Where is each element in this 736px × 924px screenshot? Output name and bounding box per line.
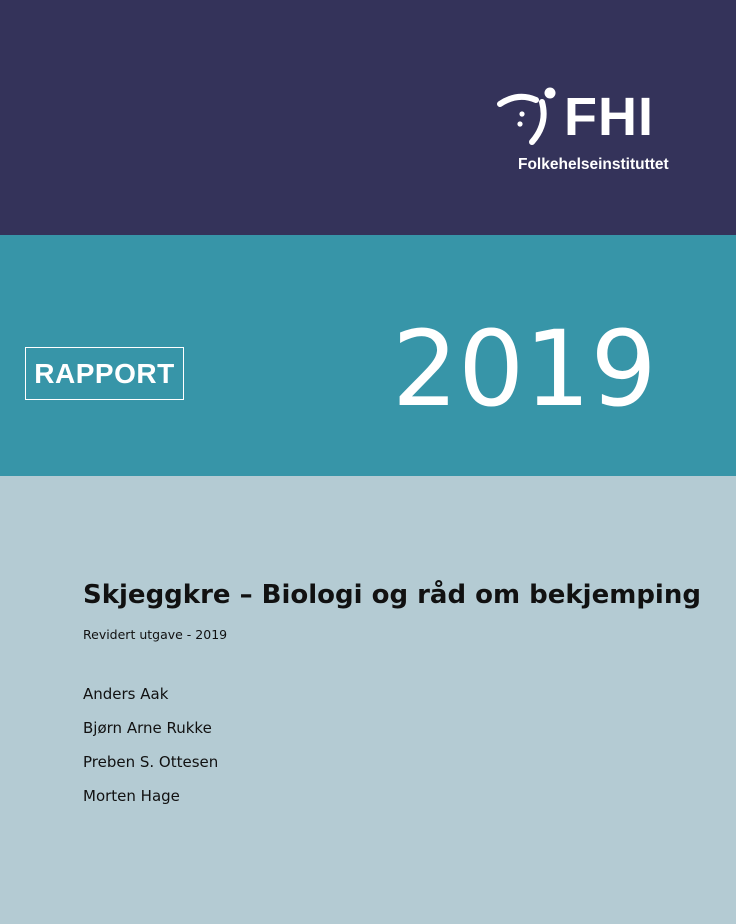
author-name: Anders Aak	[83, 685, 169, 703]
author-name: Bjørn Arne Rukke	[83, 719, 212, 737]
fhi-logo	[496, 84, 686, 180]
author-name: Morten Hage	[83, 787, 180, 805]
author-name: Preben S. Ottesen	[83, 753, 219, 771]
logo-text: FHI	[564, 87, 654, 147]
report-subtitle: Revidert utgave - 2019	[83, 627, 228, 642]
report-label: RAPPORT	[25, 347, 184, 400]
report-year: 2019	[392, 308, 657, 430]
report-title: Skjeggkre – Biologi og råd om bekjemping	[83, 580, 701, 610]
author-list	[83, 684, 218, 820]
logo-subtitle: Folkehelseinstituttet	[518, 156, 669, 173]
fhi-figure-icon	[496, 84, 560, 148]
header-band	[0, 0, 736, 235]
